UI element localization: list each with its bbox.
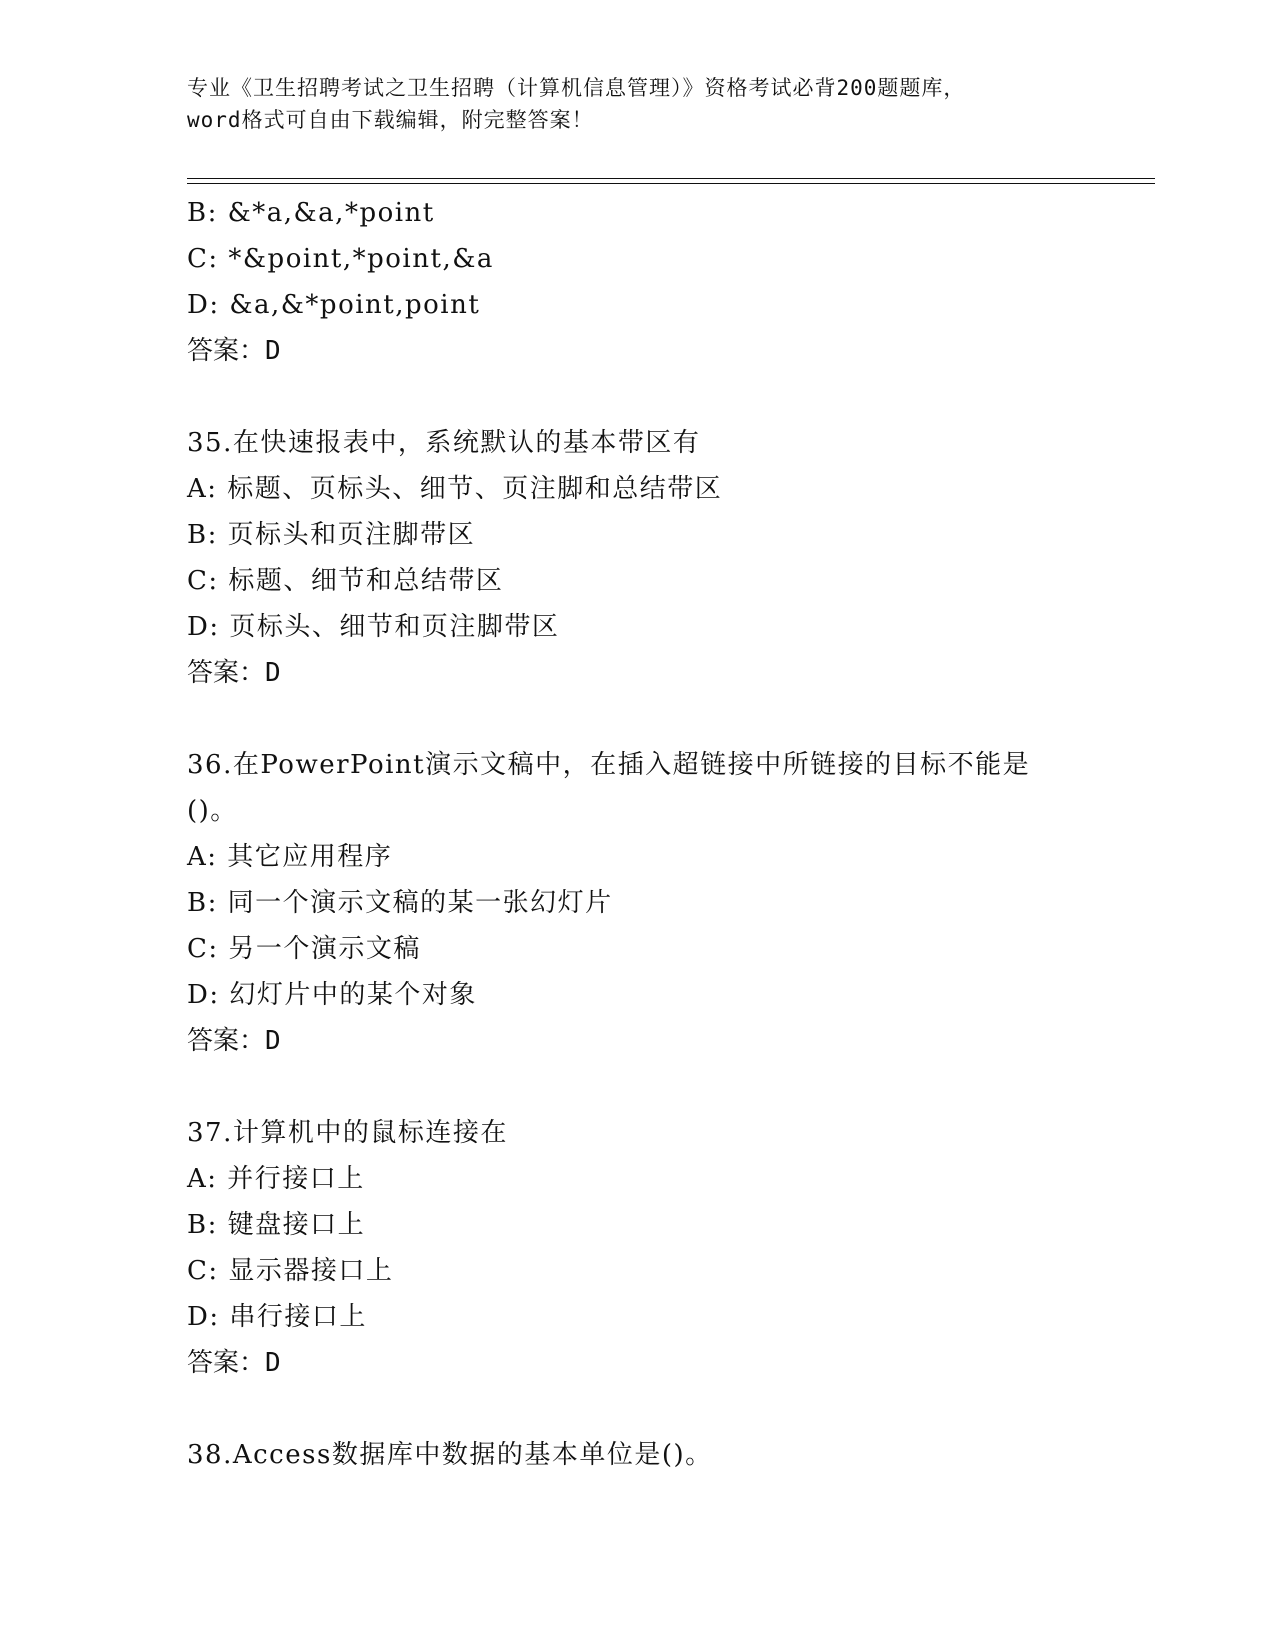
option-a: A: 标题、页标头、细节、页注脚和总结带区 xyxy=(187,474,723,504)
option-b: B: 页标头和页注脚带区 xyxy=(187,520,476,550)
option-c: C: 另一个演示文稿 xyxy=(187,934,421,964)
option-c: C: *&point,*point,&a xyxy=(187,244,494,274)
question-35 xyxy=(187,420,1087,696)
question-36 xyxy=(187,742,1087,1064)
header-divider-top xyxy=(187,178,1155,179)
option-c: C: 标题、细节和总结带区 xyxy=(187,566,504,596)
question-title: 38.Access数据库中数据的基本单位是()。 xyxy=(187,1440,713,1470)
question-title: 35.在快速报表中，系统默认的基本带区有 xyxy=(187,428,701,458)
question-34 xyxy=(187,190,1087,374)
question-title-line-1: 36.在PowerPoint演示文稿中，在插入超链接中所链接的目标不能是 xyxy=(187,750,1031,780)
option-d: D: &a,&*point,point xyxy=(187,290,481,320)
option-d: D: 页标头、细节和页注脚带区 xyxy=(187,612,560,642)
header-line-1: 专业《卫生招聘考试之卫生招聘（计算机信息管理）》资格考试必背200题题库， xyxy=(187,76,966,100)
option-d: D: 串行接口上 xyxy=(187,1302,367,1332)
option-a: A: 并行接口上 xyxy=(187,1164,365,1194)
question-37 xyxy=(187,1110,1087,1386)
question-title: 37.计算机中的鼠标连接在 xyxy=(187,1118,508,1148)
question-list xyxy=(187,190,1087,1478)
answer-text: 答案：D xyxy=(187,336,281,366)
header-line-2: word格式可自由下载编辑，附完整答案！ xyxy=(187,108,594,132)
option-b: B: 同一个演示文稿的某一张幻灯片 xyxy=(187,888,613,918)
answer-text: 答案：D xyxy=(187,1026,281,1056)
question-38 xyxy=(187,1432,1087,1478)
header-divider-bottom xyxy=(187,183,1155,184)
document-header xyxy=(187,72,1087,136)
option-a: A: 其它应用程序 xyxy=(187,842,393,872)
option-b: B: 键盘接口上 xyxy=(187,1210,366,1240)
option-d: D: 幻灯片中的某个对象 xyxy=(187,980,477,1010)
option-c: C: 显示器接口上 xyxy=(187,1256,394,1286)
answer-text: 答案：D xyxy=(187,1348,281,1378)
question-title-line-2: ()。 xyxy=(187,796,238,826)
answer-text: 答案：D xyxy=(187,658,281,688)
option-b: B: &*a,&a,*point xyxy=(187,198,435,228)
